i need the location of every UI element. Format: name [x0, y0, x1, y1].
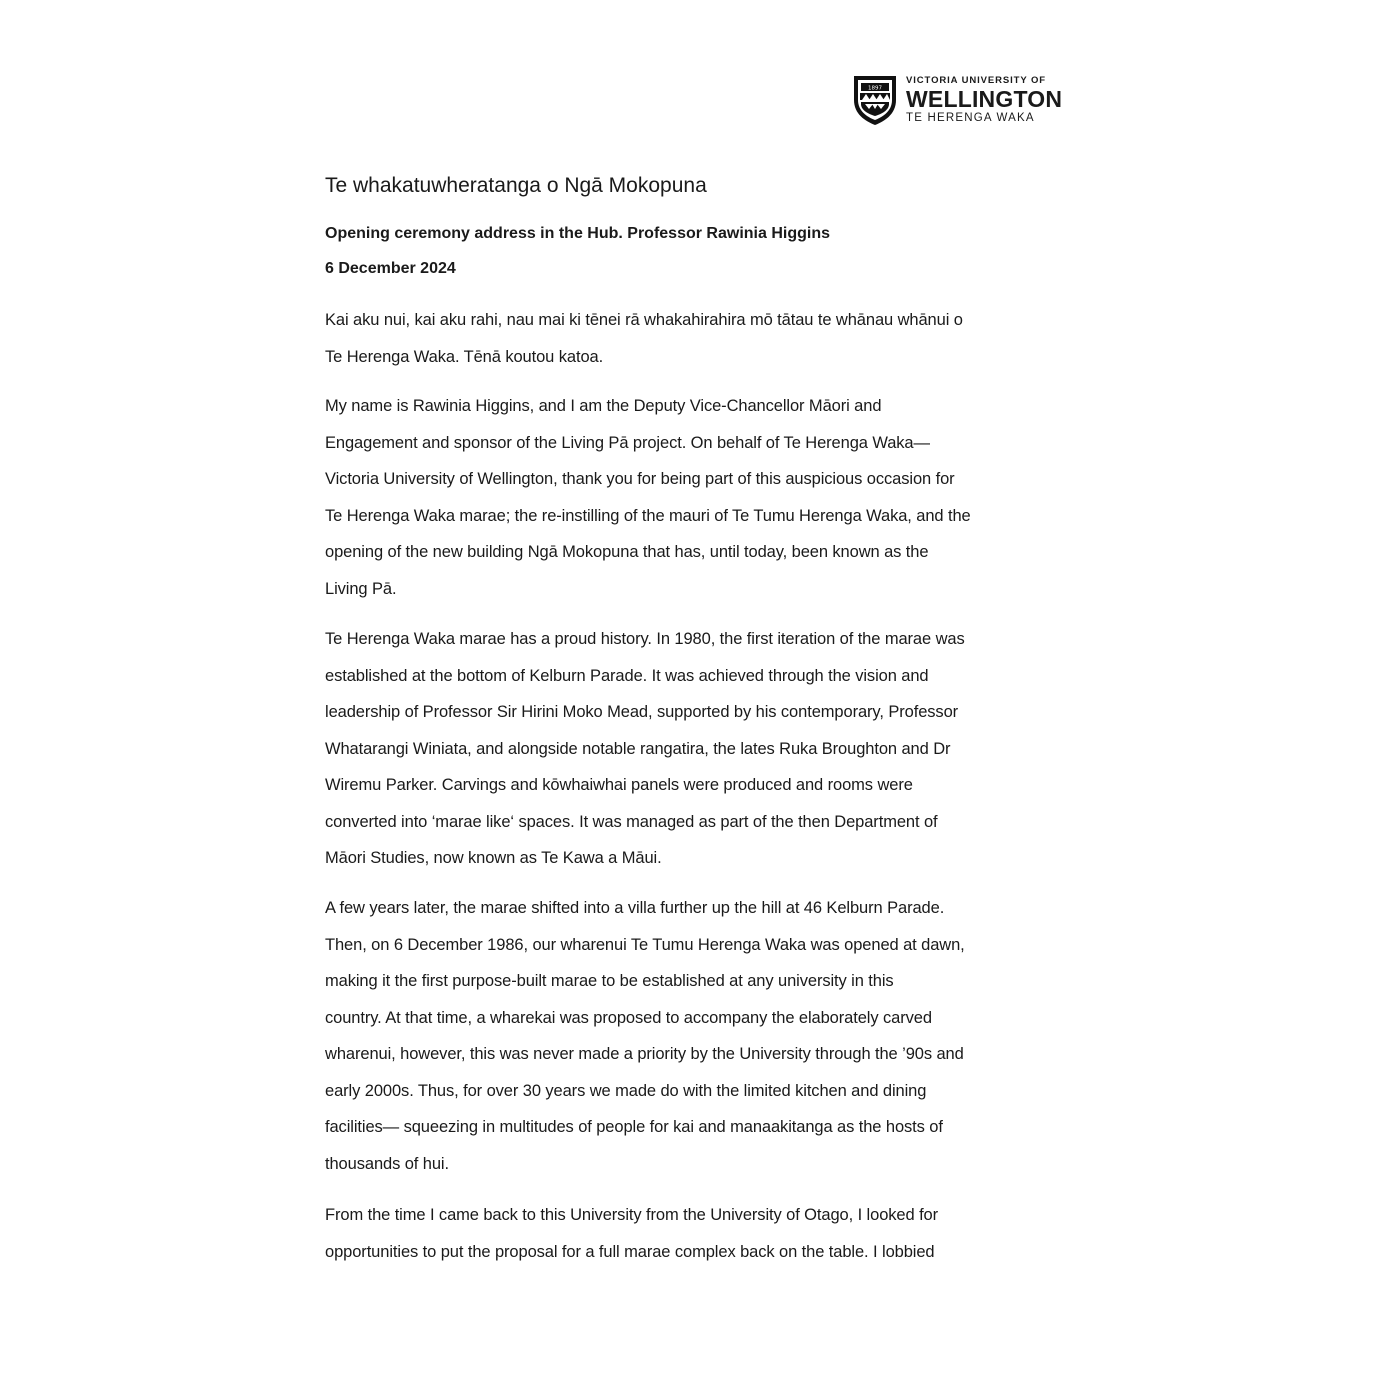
text-line: converted into ‘marae like‘ spaces. It was managed as part of the then Department of — [325, 812, 938, 831]
paragraph-wharenui — [325, 890, 1105, 1182]
shield-crest-icon — [852, 74, 898, 126]
logo-line-university: VICTORIA UNIVERSITY OF — [906, 75, 1046, 86]
text-line: Te Herenga Waka. Tēnā koutou katoa. — [325, 347, 604, 366]
document-date: 6 December 2024 — [325, 260, 456, 277]
text-line: country. At that time, a wharekai was proposed to accompany the elaborately carved — [325, 1008, 932, 1027]
text-line: Māori Studies, now known as Te Kawa a Māui. — [325, 849, 662, 867]
paragraph-introduction — [325, 388, 1105, 607]
text-line: opening of the new building Ngā Mokopuna that has, until today, been known as the — [325, 543, 929, 561]
paragraph-proposal — [325, 1197, 1105, 1270]
text-line: Kai aku nui, kai aku rahi, nau mai ki tēnei rā whakahirahira mō tātau te whānau whānui o — [325, 311, 963, 329]
logo-line-te-herenga-waka: TE HERENGA WAKA — [906, 112, 1035, 124]
text-line: Whatarangi Winiata, and alongside notable rangatira, the lates Ruka Broughton and Dr — [325, 739, 951, 758]
text-line: making it the first purpose-built marae to be established at any university in this — [325, 972, 894, 990]
text-line: Victoria University of Wellington, thank you for being part of this auspicious occasion for — [325, 470, 955, 488]
text-line: early 2000s. Thus, for over 30 years we made do with the limited kitchen and dining — [325, 1081, 927, 1100]
logo-wordmark — [906, 74, 1062, 125]
text-line: Te Herenga Waka marae; the re-instilling of the mauri of Te Tumu Herenga Waka, and the — [325, 506, 971, 525]
text-line: Wiremu Parker. Carvings and kōwhaiwhai panels were produced and rooms were — [325, 776, 913, 794]
text-line: Engagement and sponsor of the Living Pā project. On behalf of Te Herenga Waka— — [325, 433, 930, 452]
text-line: facilities— squeezing in multitudes of people for kai and manaakitanga as the hosts of — [325, 1118, 943, 1136]
text-line: opportunities to put the proposal for a full marae complex back on the table. I lobbied — [325, 1242, 935, 1261]
text-line: My name is Rawinia Higgins, and I am the Deputy Vice-Chancellor Māori and — [325, 397, 882, 415]
logo-line-wellington: WELLINGTON — [906, 86, 1063, 112]
document-title: Te whakatuwheratanga o Ngā Mokopuna — [325, 174, 707, 197]
text-line: thousands of hui. — [325, 1154, 449, 1173]
paragraph-marae-history — [325, 621, 1105, 877]
text-line: Te Herenga Waka marae has a proud history. In 1980, the first iteration of the marae was — [325, 630, 965, 648]
text-line: A few years later, the marae shifted into a villa further up the hill at 46 Kelburn Parade. — [325, 899, 945, 917]
text-line: Then, on 6 December 1986, our wharenui Te Tumu Herenga Waka was opened at dawn, — [325, 935, 965, 954]
paragraph-greeting — [325, 302, 1105, 375]
text-line: established at the bottom of Kelburn Parade. It was achieved through the vision and — [325, 666, 929, 685]
text-line: wharenui, however, this was never made a priority by the University through the ’90s and — [325, 1045, 964, 1063]
text-line: From the time I came back to this University from the University of Otago, I looked for — [325, 1206, 939, 1224]
shield-year: 1897 — [868, 85, 882, 92]
text-line: leadership of Professor Sir Hirini Moko Mead, supported by his contemporary, Professor — [325, 703, 959, 721]
university-logo — [852, 74, 1062, 126]
text-line: Living Pā. — [325, 579, 397, 598]
document-subtitle: Opening ceremony address in the Hub. Professor Rawinia Higgins — [325, 225, 830, 242]
